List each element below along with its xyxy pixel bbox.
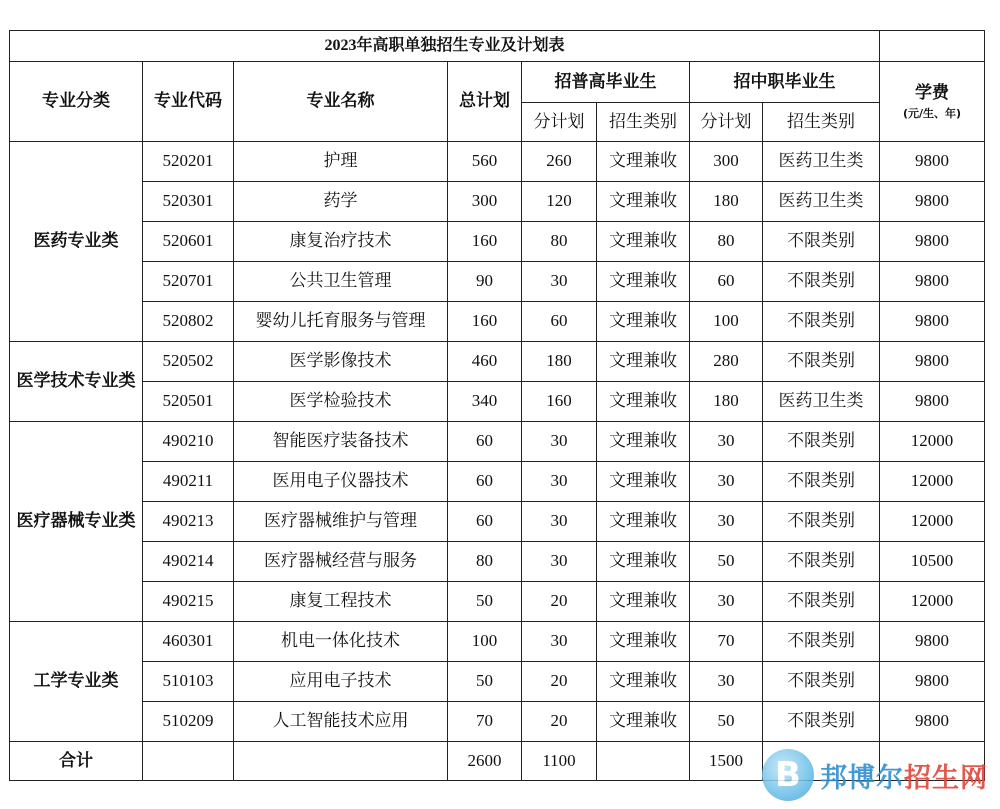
- brand-name-accent: 招生网: [904, 762, 988, 794]
- fee-cell: 12000: [880, 502, 985, 542]
- general-type-cell: 文理兼收: [597, 582, 690, 622]
- vocational-plan-cell: 100: [690, 302, 763, 342]
- major-name-cell: 医用电子仪器技术: [234, 462, 448, 502]
- major-name-cell: 公共卫生管理: [234, 262, 448, 302]
- code-cell: 520802: [143, 302, 234, 342]
- general-type-cell: 文理兼收: [597, 302, 690, 342]
- total-plan-cell: 60: [448, 502, 522, 542]
- vocational-plan-cell: 280: [690, 342, 763, 382]
- brand-logo-icon: B: [762, 749, 814, 801]
- vocational-type-cell: 不限类别: [763, 662, 880, 702]
- general-plan-cell: 160: [522, 382, 597, 422]
- code-cell: 490213: [143, 502, 234, 542]
- fee-cell: 9800: [880, 142, 985, 182]
- total-plan-cell: 160: [448, 222, 522, 262]
- table-row: [10, 302, 985, 342]
- code-cell: 510103: [143, 662, 234, 702]
- fee-cell: 10500: [880, 542, 985, 582]
- general-type-cell: 文理兼收: [597, 702, 690, 742]
- table-row: [10, 542, 985, 582]
- major-name-cell: 医学检验技术: [234, 382, 448, 422]
- major-name-cell: 护理: [234, 142, 448, 182]
- table-row: [10, 622, 985, 662]
- vocational-type-cell: 不限类别: [763, 582, 880, 622]
- general-plan-cell: 60: [522, 302, 597, 342]
- major-name-cell: 人工智能技术应用: [234, 702, 448, 742]
- vocational-type-cell: 医药卫生类: [763, 142, 880, 182]
- vocational-plan-cell: 30: [690, 462, 763, 502]
- table-title: 2023年高职单独招生专业及计划表: [10, 31, 880, 62]
- code-cell: 460301: [143, 622, 234, 662]
- totals-blank-cell: [597, 742, 690, 781]
- vocational-type-cell: 不限类别: [763, 262, 880, 302]
- vocational-plan-cell: 30: [690, 422, 763, 462]
- general-plan-cell: 20: [522, 702, 597, 742]
- fee-cell: 9800: [880, 622, 985, 662]
- total-plan-cell: 460: [448, 342, 522, 382]
- general-type-cell: 文理兼收: [597, 662, 690, 702]
- table-row: [10, 582, 985, 622]
- table-row: [10, 222, 985, 262]
- vocational-type-cell: 不限类别: [763, 502, 880, 542]
- general-type-cell: 文理兼收: [597, 542, 690, 582]
- general-type-cell: 文理兼收: [597, 422, 690, 462]
- vocational-plan-cell: 30: [690, 662, 763, 702]
- fee-cell: 9800: [880, 302, 985, 342]
- total-plan-cell: 80: [448, 542, 522, 582]
- category-cell: 医学技术专业类: [10, 342, 143, 422]
- vocational-plan-cell: 300: [690, 142, 763, 182]
- general-type-cell: 文理兼收: [597, 182, 690, 222]
- general-type-cell: 文理兼收: [597, 342, 690, 382]
- category-cell: 医药专业类: [10, 142, 143, 342]
- general-plan-cell: 30: [522, 502, 597, 542]
- general-type-cell: 文理兼收: [597, 622, 690, 662]
- totals-label-cell: 合计: [10, 742, 143, 781]
- category-cell: 工学专业类: [10, 622, 143, 742]
- vocational-plan-cell: 180: [690, 182, 763, 222]
- fee-cell: 9800: [880, 182, 985, 222]
- vocational-plan-cell: 60: [690, 262, 763, 302]
- major-name-cell: 应用电子技术: [234, 662, 448, 702]
- major-name-cell: 康复治疗技术: [234, 222, 448, 262]
- general-plan-cell: 20: [522, 582, 597, 622]
- fee-cell: 9800: [880, 702, 985, 742]
- header-general-group: 招普高毕业生: [522, 62, 690, 103]
- vocational-type-cell: 不限类别: [763, 222, 880, 262]
- brand-name-main: 邦博尔: [820, 762, 904, 794]
- vocational-type-cell: 不限类别: [763, 702, 880, 742]
- header-general-plan: 分计划: [522, 103, 597, 142]
- general-plan-cell: 260: [522, 142, 597, 182]
- header-vocational-type: 招生类别: [763, 103, 880, 142]
- vocational-type-cell: 不限类别: [763, 422, 880, 462]
- fee-cell: 12000: [880, 582, 985, 622]
- table-row: [10, 502, 985, 542]
- vocational-plan-cell: 80: [690, 222, 763, 262]
- fee-cell: 9800: [880, 662, 985, 702]
- totals-total-cell: 2600: [448, 742, 522, 781]
- vocational-plan-cell: 30: [690, 502, 763, 542]
- major-name-cell: 婴幼儿托育服务与管理: [234, 302, 448, 342]
- vocational-type-cell: 不限类别: [763, 542, 880, 582]
- general-plan-cell: 120: [522, 182, 597, 222]
- totals-vocational-plan-cell: 1500: [690, 742, 763, 781]
- general-plan-cell: 20: [522, 662, 597, 702]
- major-name-cell: 药学: [234, 182, 448, 222]
- header-fee-unit: (元/生、年): [902, 107, 962, 121]
- total-plan-cell: 340: [448, 382, 522, 422]
- fee-cell: 12000: [880, 422, 985, 462]
- table-row: [10, 142, 985, 182]
- general-type-cell: 文理兼收: [597, 502, 690, 542]
- major-name-cell: 医疗器械经营与服务: [234, 542, 448, 582]
- vocational-type-cell: 医药卫生类: [763, 382, 880, 422]
- fee-cell: 9800: [880, 222, 985, 262]
- code-cell: 490214: [143, 542, 234, 582]
- general-plan-cell: 180: [522, 342, 597, 382]
- vocational-plan-cell: 50: [690, 542, 763, 582]
- total-plan-cell: 90: [448, 262, 522, 302]
- header-general-type: 招生类别: [597, 103, 690, 142]
- header-category: 专业分类: [10, 62, 143, 142]
- vocational-type-cell: 不限类别: [763, 302, 880, 342]
- code-cell: 510209: [143, 702, 234, 742]
- general-type-cell: 文理兼收: [597, 262, 690, 302]
- vocational-plan-cell: 180: [690, 382, 763, 422]
- code-cell: 520501: [143, 382, 234, 422]
- table-row: [10, 422, 985, 462]
- code-cell: 490211: [143, 462, 234, 502]
- fee-cell: 12000: [880, 462, 985, 502]
- general-plan-cell: 30: [522, 462, 597, 502]
- totals-general-plan-cell: 1100: [522, 742, 597, 781]
- code-cell: 520601: [143, 222, 234, 262]
- table-row: [10, 462, 985, 502]
- vocational-type-cell: 不限类别: [763, 342, 880, 382]
- vocational-plan-cell: 50: [690, 702, 763, 742]
- table-row: [10, 662, 985, 702]
- table-row: [10, 342, 985, 382]
- header-fee: [880, 62, 985, 142]
- general-plan-cell: 30: [522, 422, 597, 462]
- vocational-type-cell: 不限类别: [763, 462, 880, 502]
- enrollment-plan-table: [9, 30, 985, 781]
- general-type-cell: 文理兼收: [597, 222, 690, 262]
- title-blank-cell: [880, 31, 985, 62]
- code-cell: 520201: [143, 142, 234, 182]
- total-plan-cell: 70: [448, 702, 522, 742]
- table-row: [10, 382, 985, 422]
- general-type-cell: 文理兼收: [597, 382, 690, 422]
- general-plan-cell: 30: [522, 542, 597, 582]
- table-row: [10, 182, 985, 222]
- fee-cell: 9800: [880, 342, 985, 382]
- fee-cell: 9800: [880, 262, 985, 302]
- total-plan-cell: 160: [448, 302, 522, 342]
- site-watermark: [762, 749, 988, 801]
- header-total: 总计划: [448, 62, 522, 142]
- header-code: 专业代码: [143, 62, 234, 142]
- total-plan-cell: 60: [448, 462, 522, 502]
- code-cell: 490210: [143, 422, 234, 462]
- code-cell: 520502: [143, 342, 234, 382]
- code-cell: 490215: [143, 582, 234, 622]
- major-name-cell: 智能医疗装备技术: [234, 422, 448, 462]
- header-vocational-group: 招中职毕业生: [690, 62, 880, 103]
- total-plan-cell: 50: [448, 582, 522, 622]
- general-type-cell: 文理兼收: [597, 142, 690, 182]
- total-plan-cell: 560: [448, 142, 522, 182]
- total-plan-cell: 100: [448, 622, 522, 662]
- totals-blank-cell: [143, 742, 234, 781]
- vocational-type-cell: 医药卫生类: [763, 182, 880, 222]
- category-cell: 医疗器械专业类: [10, 422, 143, 622]
- vocational-plan-cell: 30: [690, 582, 763, 622]
- total-plan-cell: 60: [448, 422, 522, 462]
- total-plan-cell: 50: [448, 662, 522, 702]
- vocational-plan-cell: 70: [690, 622, 763, 662]
- general-plan-cell: 80: [522, 222, 597, 262]
- major-name-cell: 康复工程技术: [234, 582, 448, 622]
- major-name-cell: 机电一体化技术: [234, 622, 448, 662]
- brand-name: [820, 756, 988, 795]
- header-fee-title: 学费: [915, 82, 949, 103]
- general-plan-cell: 30: [522, 622, 597, 662]
- fee-cell: 9800: [880, 382, 985, 422]
- totals-blank-cell: [234, 742, 448, 781]
- major-name-cell: 医疗器械维护与管理: [234, 502, 448, 542]
- code-cell: 520701: [143, 262, 234, 302]
- total-plan-cell: 300: [448, 182, 522, 222]
- table-row: [10, 702, 985, 742]
- general-plan-cell: 30: [522, 262, 597, 302]
- vocational-type-cell: 不限类别: [763, 622, 880, 662]
- code-cell: 520301: [143, 182, 234, 222]
- header-vocational-plan: 分计划: [690, 103, 763, 142]
- table-row: [10, 262, 985, 302]
- major-name-cell: 医学影像技术: [234, 342, 448, 382]
- general-type-cell: 文理兼收: [597, 462, 690, 502]
- header-name: 专业名称: [234, 62, 448, 142]
